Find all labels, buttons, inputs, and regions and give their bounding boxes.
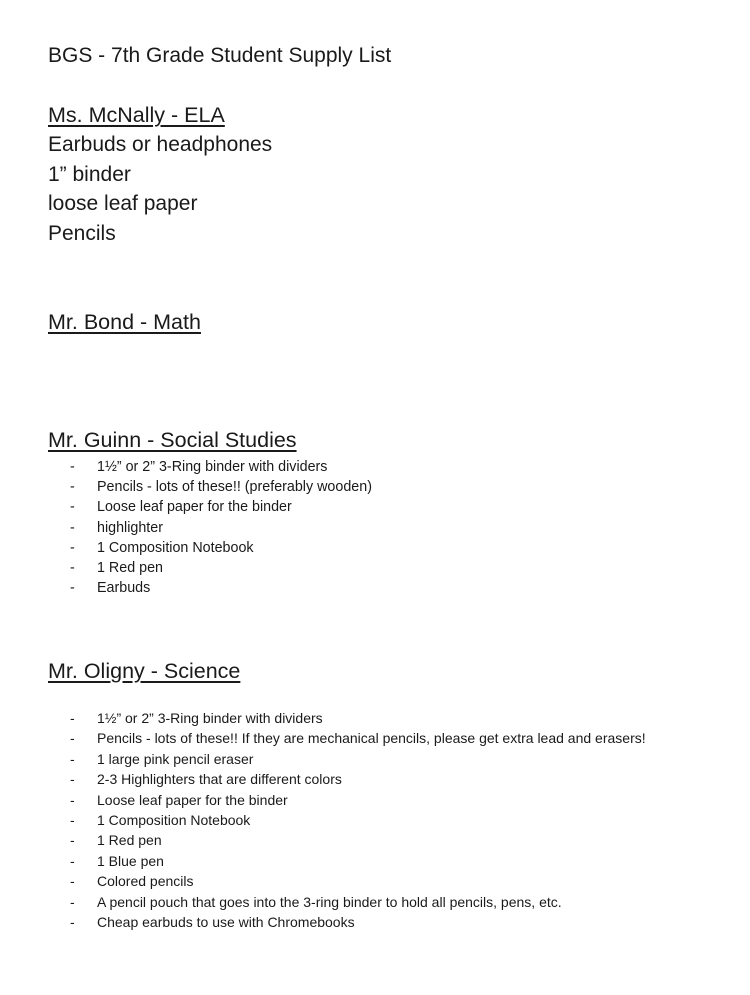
document-title: BGS - 7th Grade Student Supply List <box>48 44 392 67</box>
item-text: 1½” or 2” 3-Ring binder with dividers <box>97 710 323 726</box>
bullet-dash: - <box>70 771 75 788</box>
section-heading-ela: Ms. McNally - ELA <box>48 103 225 127</box>
list-item <box>70 708 646 728</box>
bullet-dash: - <box>70 519 75 536</box>
list-item <box>70 892 646 912</box>
item-text: A pencil pouch that goes into the 3-ring binder to hold all pencils, pens, etc. <box>97 893 562 910</box>
list-item <box>70 851 646 871</box>
bullet-dash: - <box>70 499 75 516</box>
section-heading-social-studies: Mr. Guinn - Social Studies <box>48 428 297 452</box>
item-text: Loose leaf paper for the binder <box>97 791 288 808</box>
item-text: highlighter <box>97 519 163 536</box>
item-text: 1 Blue pen <box>97 852 164 869</box>
bullet-dash: - <box>70 873 75 890</box>
bullet-dash: - <box>70 479 75 496</box>
item-text: Cheap earbuds to use with Chromebooks <box>97 914 355 931</box>
item-text: 1½” or 2” 3-Ring binder with dividers <box>97 459 328 475</box>
bullet-dash: - <box>70 459 75 475</box>
science-list <box>70 708 646 932</box>
list-item <box>70 769 646 789</box>
bullet-dash: - <box>70 580 75 597</box>
list-item <box>70 790 646 810</box>
list-item <box>70 871 646 891</box>
list-item <box>70 810 646 830</box>
bullet-dash: - <box>70 791 75 808</box>
list-item <box>70 749 646 769</box>
bullet-dash: - <box>70 852 75 869</box>
item-text: Earbuds <box>97 580 151 597</box>
list-item: loose leaf paper <box>48 192 198 216</box>
list-item <box>70 518 372 538</box>
item-text: 1 Composition Notebook <box>97 539 254 556</box>
social-studies-list <box>70 457 372 598</box>
list-item <box>70 728 646 748</box>
list-item <box>70 538 372 558</box>
list-item: Earbuds or headphones <box>48 133 273 156</box>
section-heading-math: Mr. Bond - Math <box>48 310 201 334</box>
section-heading-science: Mr. Oligny - Science <box>48 659 241 683</box>
item-text: 1 Red pen <box>97 832 162 849</box>
list-item: Pencils <box>48 222 116 246</box>
list-item <box>70 477 372 497</box>
item-text: 1 large pink pencil eraser <box>97 750 254 767</box>
bullet-dash: - <box>70 750 75 767</box>
bullet-dash: - <box>70 832 75 849</box>
item-text: 1 Red pen <box>97 560 163 577</box>
item-text: 1 Composition Notebook <box>97 812 251 829</box>
bullet-dash: - <box>70 539 75 556</box>
bullet-dash: - <box>70 914 75 931</box>
bullet-dash: - <box>70 893 75 910</box>
item-text: Pencils - lots of these!! If they are mechanical pencils, please get extra lead and erasers! <box>97 730 646 747</box>
ela-list <box>48 130 272 249</box>
item-text: 2-3 Highlighters that are different colors <box>97 771 342 788</box>
list-item <box>70 578 372 598</box>
list-item <box>70 457 372 477</box>
list-item: 1” binder <box>48 162 131 186</box>
list-item <box>70 830 646 850</box>
list-item <box>70 497 372 517</box>
bullet-dash: - <box>70 812 75 829</box>
list-item <box>70 912 646 932</box>
item-text: Loose leaf paper for the binder <box>97 499 292 516</box>
list-item <box>70 558 372 578</box>
bullet-dash: - <box>70 710 75 726</box>
bullet-dash: - <box>70 560 75 577</box>
bullet-dash: - <box>70 730 75 747</box>
item-text: Pencils - lots of these!! (preferably wooden) <box>97 479 372 496</box>
item-text: Colored pencils <box>97 873 194 890</box>
